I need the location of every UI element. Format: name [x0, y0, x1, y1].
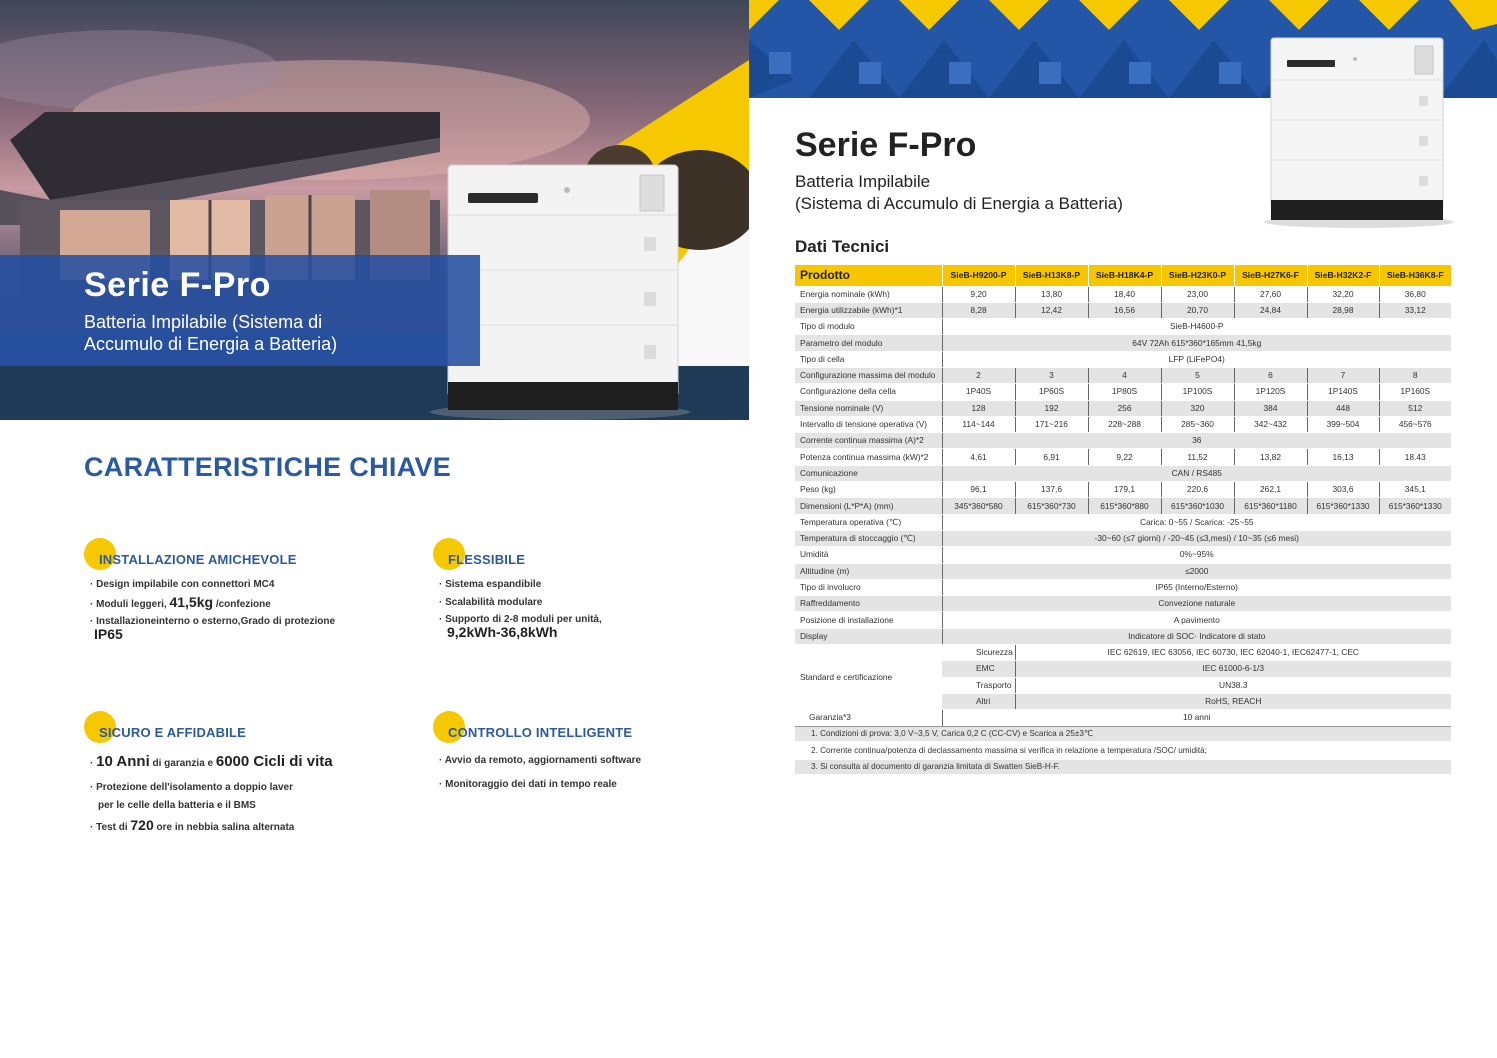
row-value: SieB-H4600-P [942, 319, 1451, 335]
row-value: 0%~95% [942, 547, 1451, 563]
row-value: 128 [942, 400, 1015, 416]
table-header-row [795, 265, 1451, 286]
feature-title: SICURO E AFFIDABILE [99, 725, 247, 740]
row-value: 8 [1379, 367, 1451, 383]
row-value: 3 [1015, 367, 1088, 383]
row-label: Energia utilizzabile (kWh)*1 [795, 302, 942, 318]
row-value: 9,22 [1088, 449, 1161, 465]
model-header: SieB-H23K0-P [1161, 265, 1234, 286]
table-header-label: Prodotto [795, 265, 942, 286]
row-value: 36 [942, 433, 1451, 449]
row-value: IEC 61000-6-1/3 [1015, 661, 1451, 677]
row-value: RoHS, REACH [1015, 693, 1451, 709]
table-row [795, 400, 1451, 416]
row-value: 114~144 [942, 416, 1015, 432]
table-row [795, 351, 1451, 367]
row-label: Corrente continua massima (A)*2 [795, 433, 942, 449]
row-value: 320 [1161, 400, 1234, 416]
row-label: Temperatura operativa (℃) [795, 514, 942, 530]
list-item: · Avvio da remoto, aggiornamenti software [439, 754, 729, 767]
row-value: 228~288 [1088, 416, 1161, 432]
row-value: 615*360*880 [1088, 498, 1161, 514]
row-label: Trasporto [942, 677, 1015, 693]
row-value: 16,13 [1307, 449, 1379, 465]
model-header: SieB-H18K4-P [1088, 265, 1161, 286]
page-title: Serie F-Pro [795, 126, 977, 164]
model-header: SieB-H13K8-P [1015, 265, 1088, 286]
list-item: · Scalabilità modulare [439, 596, 729, 609]
table-row [795, 367, 1451, 383]
list-item: · Test di 720 ore in nebbia salina alternata [90, 819, 380, 834]
list-item: · Design impilabile con connettori MC4 [90, 578, 380, 591]
row-value: 456~576 [1379, 416, 1451, 432]
row-label: Tensione nominale (V) [795, 400, 942, 416]
row-value: 2 [942, 367, 1015, 383]
right-page [749, 0, 1497, 1058]
row-value: Convezione naturale [942, 596, 1451, 612]
row-label: Tipo di cella [795, 351, 942, 367]
row-label: EMC [942, 661, 1015, 677]
row-value: 448 [1307, 400, 1379, 416]
row-value: -30~60 (≤7 giorni) / -20~45 (≤3,mesi) / 10~35 (≤6 mesi) [942, 530, 1451, 546]
row-value: 384 [1234, 400, 1307, 416]
feature-title: FLESSIBILE [448, 552, 526, 567]
row-value: 303,6 [1307, 482, 1379, 498]
row-value: 27,60 [1234, 286, 1307, 302]
features-heading: CARATTERISTICHE CHIAVE [84, 452, 452, 482]
row-value: 8,28 [942, 302, 1015, 318]
standards-label: Standard e certificazione [795, 645, 942, 710]
row-value: 12,42 [1015, 302, 1088, 318]
row-value: 20,70 [1161, 302, 1234, 318]
spec-table [795, 265, 1451, 776]
row-value: 345*360*580 [942, 498, 1015, 514]
feature-list [90, 755, 380, 839]
feature-list [439, 754, 729, 796]
table-row [795, 579, 1451, 595]
row-value: 342~432 [1234, 416, 1307, 432]
table-note [795, 726, 1451, 742]
row-value: 179,1 [1088, 482, 1161, 498]
table-row [795, 416, 1451, 432]
table-row [795, 335, 1451, 351]
row-value: 615*360*1180 [1234, 498, 1307, 514]
model-header: SieB-H36K8-F [1379, 265, 1451, 286]
table-row [795, 596, 1451, 612]
row-value: 1P120S [1234, 384, 1307, 400]
table-row [795, 514, 1451, 530]
table-row [795, 628, 1451, 644]
row-label: Altri [942, 693, 1015, 709]
row-value: 96,1 [942, 482, 1015, 498]
row-value: 6,91 [1015, 449, 1088, 465]
row-value: 16,56 [1088, 302, 1161, 318]
row-value: 1P60S [1015, 384, 1088, 400]
row-value: 512 [1379, 400, 1451, 416]
row-label: Garanzia*3 [795, 710, 942, 726]
row-value: CAN / RS485 [942, 465, 1451, 481]
table-row [795, 302, 1451, 318]
row-label: Altitudine (m) [795, 563, 942, 579]
row-value: 285~360 [1161, 416, 1234, 432]
row-value: 192 [1015, 400, 1088, 416]
table-row [795, 530, 1451, 546]
list-item: · Protezione dell'isolamento a doppio laver per le celle della batteria e il BMS [90, 779, 380, 815]
table-note [795, 759, 1451, 775]
row-value: 11,52 [1161, 449, 1234, 465]
note-text: 3. Si consulta al documento di garanzia limitata di Swatten SieB-H-F. [795, 759, 1451, 775]
row-value: 7 [1307, 367, 1379, 383]
row-value: 10 anni [942, 710, 1451, 726]
row-value: 615*360*1330 [1379, 498, 1451, 514]
row-label: Temperatura di stoccaggio (℃) [795, 530, 942, 546]
row-value: 64V 72Ah 615*360*165mm 41,5kg [942, 335, 1451, 351]
model-header: SieB-H9200-P [942, 265, 1015, 286]
row-value: 6 [1234, 367, 1307, 383]
row-value: A pavimento [942, 612, 1451, 628]
table-note [795, 742, 1451, 758]
row-value: LFP (LiFePO4) [942, 351, 1451, 367]
row-value: 4,61 [942, 449, 1015, 465]
row-value: 345,1 [1379, 482, 1451, 498]
table-row [795, 384, 1451, 400]
row-value: 1P140S [1307, 384, 1379, 400]
table-row [795, 465, 1451, 481]
row-label: Energia nominale (kWh) [795, 286, 942, 302]
table-row [795, 645, 1451, 661]
row-label: Peso (kg) [795, 482, 942, 498]
row-value: 36,80 [1379, 286, 1451, 302]
row-value: 18.43 [1379, 449, 1451, 465]
model-header: SieB-H27K6-F [1234, 265, 1307, 286]
table-row [795, 449, 1451, 465]
table-row [795, 563, 1451, 579]
model-header: SieB-H32K2-F [1307, 265, 1379, 286]
list-item: · 10 Anni di garanzia e 6000 Cicli di vita [90, 755, 380, 770]
row-label: Parametro del modulo [795, 335, 942, 351]
row-label: Configurazione massima del modulo [795, 367, 942, 383]
row-label: Comunicazione [795, 465, 942, 481]
table-row [795, 482, 1451, 498]
row-value: Indicatore di SOC· Indicatore di stato [942, 628, 1451, 644]
row-label: Potenza continua massima (kW)*2 [795, 449, 942, 465]
row-value: ≤2000 [942, 563, 1451, 579]
row-label: Tipo di modulo [795, 319, 942, 335]
row-value: 4 [1088, 367, 1161, 383]
row-value: 262,1 [1234, 482, 1307, 498]
table-row [795, 286, 1451, 302]
feature-list [439, 578, 729, 646]
row-value: 615*360*730 [1015, 498, 1088, 514]
feature-title: CONTROLLO INTELLIGENTE [448, 725, 633, 740]
row-label: Dimensioni (L*P*A) (mm) [795, 498, 942, 514]
row-value: 171~216 [1015, 416, 1088, 432]
row-value: 615*360*1030 [1161, 498, 1234, 514]
table-row [795, 319, 1451, 335]
row-label: Umidità [795, 547, 942, 563]
row-value: 13,82 [1234, 449, 1307, 465]
row-label: Raffreddamento [795, 596, 942, 612]
row-value: 137,6 [1015, 482, 1088, 498]
row-value: 256 [1088, 400, 1161, 416]
row-value: IEC 62619, IEC 63056, IEC 60730, IEC 62040-1, IEC62477-1, CEC [1015, 645, 1451, 661]
list-item: · Monitoraggio dei dati in tempo reale [439, 778, 729, 791]
row-value: Carica: 0~55 / Scarica: -25~55 [942, 514, 1451, 530]
table-row [795, 498, 1451, 514]
row-value: 1P40S [942, 384, 1015, 400]
row-value: 24,84 [1234, 302, 1307, 318]
note-text: 1. Condizioni di prova: 3,0 V~3,5 V, Carica 0,2 C (CC-CV) e Scarica a 25±3℃ [795, 726, 1451, 742]
section-heading: Dati Tecnici [795, 237, 890, 256]
row-value: 18,40 [1088, 286, 1161, 302]
table-row [795, 547, 1451, 563]
row-value: 5 [1161, 367, 1234, 383]
row-value: IP65 (Interno/Esterno) [942, 579, 1451, 595]
hero-image [0, 0, 749, 420]
feature-list [90, 578, 380, 648]
note-text: 2. Corrente continua/potenza di declassamento massima si verifica in relazione a temperatura /SOC/ umidità; [795, 742, 1451, 758]
list-item: · Supporto di 2-8 moduli per unità, 9,2kWh-36,8kWh [439, 614, 729, 641]
row-value: UN38.3 [1015, 677, 1451, 693]
feature-title: INSTALLAZIONE AMICHEVOLE [99, 552, 297, 567]
row-label: Configurazione della cella [795, 384, 942, 400]
row-label: Sicurezza [942, 645, 1015, 661]
row-value: 615*360*1330 [1307, 498, 1379, 514]
list-item: · Moduli leggeri, 41,5kg /confezione [90, 596, 380, 611]
list-item: · Sistema espandibile [439, 578, 729, 591]
row-value: 13,80 [1015, 286, 1088, 302]
hero-title: Serie F-Pro [84, 266, 271, 304]
row-value: 1P100S [1161, 384, 1234, 400]
row-value: 399~504 [1307, 416, 1379, 432]
row-value: 28,98 [1307, 302, 1379, 318]
row-label: Display [795, 628, 942, 644]
row-value: 33,12 [1379, 302, 1451, 318]
row-label: Posizione di installazione [795, 612, 942, 628]
row-value: 32,20 [1307, 286, 1379, 302]
list-item: · Installazioneinterno o esterno,Grado di protezione IP65 [90, 616, 380, 643]
table-row [795, 612, 1451, 628]
page-subtitle-2: (Sistema di Accumulo di Energia a Batteria) [795, 194, 1123, 213]
hero-subtitle: Batteria Impilabile (Sistema di Accumulo di Energia a Batteria) [84, 312, 338, 354]
battery-product-image [1259, 30, 1459, 230]
row-value: 220,6 [1161, 482, 1234, 498]
row-value: 1P80S [1088, 384, 1161, 400]
row-value: 9,20 [942, 286, 1015, 302]
table-row [795, 433, 1451, 449]
row-value: 23,00 [1161, 286, 1234, 302]
table-row [795, 710, 1451, 726]
row-label: Tipo di involucro [795, 579, 942, 595]
row-value: 1P160S [1379, 384, 1451, 400]
page-subtitle: Batteria Impilabile [795, 172, 931, 191]
row-label: Intervallo di tensione operativa (V) [795, 416, 942, 432]
